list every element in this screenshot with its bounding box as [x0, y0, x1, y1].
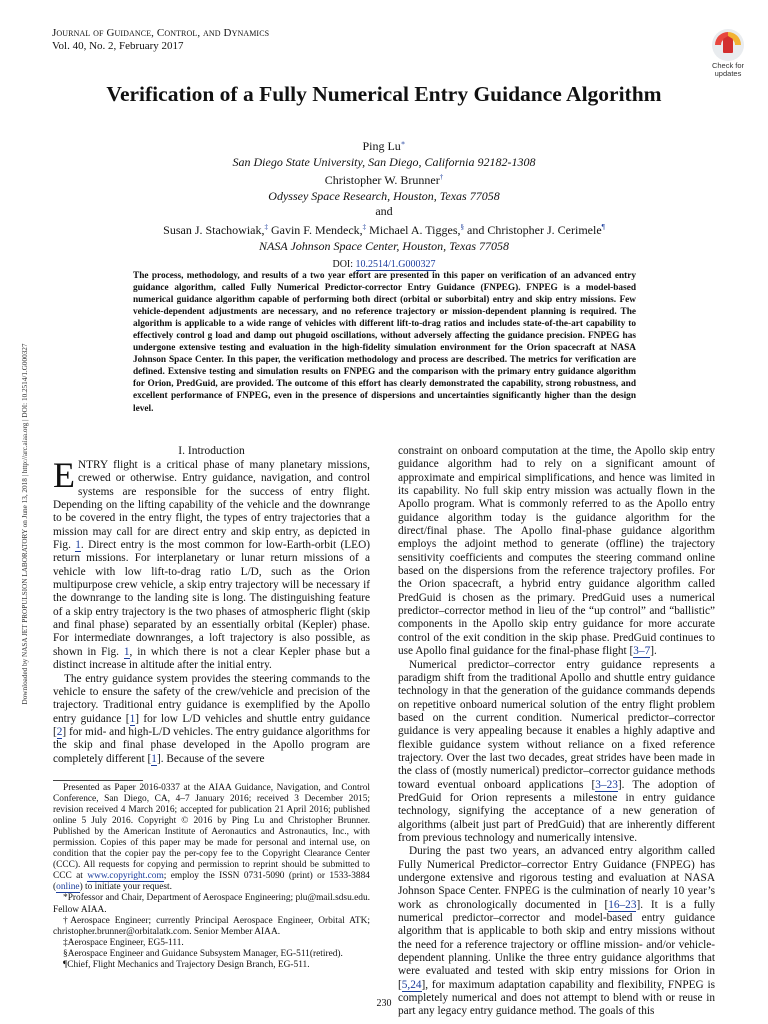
paper-title: Verification of a Fully Numerical Entry Guidance Algorithm: [106, 82, 662, 106]
left-column: [53, 455, 371, 766]
author-name: Gavin F. Mendeck,: [267, 222, 363, 237]
paragraph: Numerical predictor–corrector entry guidance represents a paradigm shift from the traditional Apollo and shuttle entry guidance technology in that the generation of the guidance commands depends on repetitive onboard numerical solution of the entry flight problem based on the current condition. Numerical predictor–corrector guidance is very appealing because it enables a highly adaptive and flexible guidance system without reliance on a fixed reference trajectory. Over the last two decades, great strides have been made in the class of (mostly numerical) predictor–corrector guidance methods toward eventual onboard applications [3–23]. The adoption of PredGuid for Orion represents a milestone in entry guidance technology, signifying the acceptance of a new generation of algorithms (albeit just part of PredGuid) that are inherently different from previous technology and numerically intensive.: [398, 658, 715, 844]
affiliation: San Diego State University, San Diego, California 92182-1308: [232, 154, 536, 169]
author-mark[interactable]: †: [439, 173, 444, 182]
author-mark[interactable]: §: [460, 222, 465, 231]
right-column: [398, 445, 715, 1019]
footnotes: [53, 783, 370, 971]
check-for-updates-badge[interactable]: [702, 28, 754, 84]
footnote: ‡Aerospace Engineer, EG5-111.: [63, 937, 184, 948]
citation-ref[interactable]: 2: [56, 725, 63, 738]
author-name: Ping Lu: [362, 139, 401, 153]
paragraph: The entry guidance system provides the steering commands to the vehicle to ensure the safety of the crew/vehicle and precision of the trajectory. Traditional entry guidance is exemplified by the Apollo entry guidance [1] for low L/D vehicles and shuttle entry guidance [2] for mid- and high-L/D vehicles. The entry guidance algorithms for the skip and final phase developed in the Apollo program are completely different [1]. Because of the severe: [53, 672, 370, 765]
paragraph: constraint on onboard computation at the time, the Apollo skip entry guidance algorithm had to rely on a significant amount of approximate and empirical simplifications, and hence was limited in its capability. No full skip entry mission was actually flown in the Apollo program. What is commonly referred to as the Apollo entry guidance algorithm today is the guidance algorithm for the direct/final phase. The Apollo final-phase guidance algorithm employs the adjoint method to generate (offline) the trajectory sensitivity coefficients and computes the steering command online based on the dispersions from the reference trajectory profiles. For the Orion spacecraft, a hybrid entry guidance algorithm called PredGuid is chosen as the primary. PredGuid uses a numerical predictor–corrector method in lieu of the “up control” and “ballistic” components in the Apollo skip entry guidance for more accurate control of the exit condition in the skip phase. PredGuid continues to use Apollo final guidance for the final-phase flight [3–7].: [398, 445, 715, 658]
journal-name: Journal of Guidance, Control, and Dynamics: [52, 27, 270, 39]
doi-link[interactable]: 10.2514/1.G000327: [355, 259, 436, 271]
citation-ref[interactable]: 3–7: [633, 645, 651, 658]
citation-ref[interactable]: 16–23: [608, 898, 637, 911]
affiliation: NASA Johnson Space Center, Houston, Texas 77058: [259, 238, 509, 253]
author-mark[interactable]: ‡: [362, 222, 367, 231]
paragraph: During the past two years, an advanced entry algorithm called Fully Numerical Predictor–corrector Entry Guidance (FNPEG) has undergone extensive and rigorous testing and evaluation at NASA Johnson Space Center. FNPEG is the culmination of nearly 10 year’s work as chronologically documented in [16–23]. It is a fully numerical predictor–corrector and model-based entry guidance algorithm that is applicable to both skip and entry missions without the need for a reference trajectory or offline mission- and/or vehicle-dependent planning. Unlike the three entry guidance algorithms that were evaluated and tested with skip entry missions for Orion in [5,24], for maximum adaptation capability and flexibility, FNPEG is completely numerical and does not attempt to blend with or reuse in part any legacy entry guidance method. The goals of this: [398, 845, 716, 1018]
author-block: [0, 136, 768, 273]
author-mark[interactable]: ∗: [400, 139, 406, 147]
paragraph: ENTRY flight is a critical phase of many planetary missions, crewed or otherwise. Entry guidance, navigation, and control systems are responsible for the success of entry flight. Depending on the lifting capability of the vehicle and the downrange to be covered in the entry flight, the types of entry trajectories that a mission may call for are direct entry and skip entry, as depicted in Fig. 1. Direct entry is the most common for low-Earth-orbit (LEO) return missions. For interplanetary or lunar return missions of a vehicle with low lift-to-drag ratio L/D, such as the Orion multipurpose crew vehicle, a skip entry trajectory will be necessary if the downrange to the landing site is long. The distinguishing feature of a skip entry trajectory is the two phases of atmospheric flight (skip and final phase) separated by an essentially orbital (Kepler) phase. For intermediate downranges, a loft trajectory is also possible, as shown in Fig. 1, in which there is not a clear Kepler phase but a distinct increase in altitude after the initial entry.: [53, 455, 371, 672]
download-notice: Downloaded by NASA JET PROPULSION LABORATORY on June 13, 2018 | http://arc.aiaa.org | DOI: 10.2514/1.G000327: [21, 343, 29, 705]
affiliation: Odyssey Space Research, Houston, Texas 77058: [268, 188, 500, 203]
online-link[interactable]: online: [56, 882, 80, 893]
page-number: 230: [376, 998, 392, 1009]
citation-ref[interactable]: 5,24: [401, 978, 422, 991]
badge-line-1: Check for: [711, 61, 745, 70]
citation-ref[interactable]: 3–23: [595, 778, 618, 791]
copyright-link[interactable]: www.copyright.com: [87, 871, 164, 882]
doi-prefix: DOI:: [332, 259, 356, 271]
author-mark[interactable]: ¶: [601, 222, 605, 231]
author-name: Michael A. Tigges,: [366, 222, 461, 237]
figure-ref[interactable]: 1: [123, 645, 130, 658]
footnote: †Aerospace Engineer; currently Principal Aerospace Engineer, Orbital ATK; christopher.brunner@orbitalatk.com. Senior Member AIAA.: [53, 915, 370, 937]
author-name: and Christopher J. Cerimele: [464, 222, 602, 237]
author-name: Susan J. Stachowiak,: [163, 222, 265, 237]
and-separator: and: [375, 204, 393, 219]
footnote-rule: [53, 780, 143, 781]
citation-ref[interactable]: 1: [129, 712, 136, 725]
abstract: The process, methodology, and results of a two year effort are presented in this paper on verification of an advanced entry guidance algorithm, called Fully Numerical Predictor-corrector Entry Guidance (FNPEG). FNPEG is a model-based numerical guidance algorithm capable of performing both direct (orbital or suborbital) entry and skip entry missions. Few vehicle-dependent adjustments are necessary, and no reference trajectory or mission-dependent planning is required. The algorithm is applicable to a wide range of vehicles with different lift-to-drag ratios and includes state-of-the-art capability to effectively control g load and damp out phugoid oscillations, without adversely affecting the guidance precision. FNPEG has undergone extensive testing and evaluation in the high-fidelity simulation environment for the Orion spacecraft at NASA Johnson Space Center. In this paper, the verification methodology and process are described. The metrics for verification are defined. Extensive testing and simulation results on FNPEG and the comparison with the primary entry guidance algorithm for Orion, PredGuid, are provided. The outcome of this effort has clearly demonstrated the capability, strong robustness, and excellent performance of FNPEG, even in the presence of dispersions and uncertainties significantly higher than the design level.: [133, 271, 636, 414]
journal-issue: Vol. 40, No. 2, February 2017: [52, 40, 184, 52]
author-name: Christopher W. Brunner: [324, 173, 440, 188]
figure-ref[interactable]: 1: [75, 539, 81, 552]
badge-line-2: updates: [714, 69, 742, 78]
footnote: Presented as Paper 2016-0337 at the AIAA Guidance, Navigation, and Control Conference, San Diego, CA, 4–7 January 2016; received 3 December 2015; revision received 4 March 2016; accepted for publication 21 April 2016; published online 5 July 2016. Copyright © 2016 by Ping Lu and Christopher Brunner. Published by the American Institute of Aeronautics and Astronautics, Inc., with permission. Copies of this paper may be made for personal and internal use, on condition that the copier pay the per-copy fee to the Copyright Clearance Center (CCC). All requests for copying and permission to reprint should be submitted to CCC at www.copyright.com; employ the ISSN 0731-5090 (print) or 1533-3884 (online) to initiate your request.: [53, 783, 370, 893]
footnote: §Aerospace Engineer and Guidance Subsystem Manager, EG-511(retired).: [63, 948, 343, 959]
check-for-updates-icon: [711, 28, 745, 62]
citation-ref[interactable]: 1: [151, 752, 157, 765]
drop-cap: E: [53, 455, 75, 495]
author-mark[interactable]: ‡: [264, 222, 268, 231]
journal-header: [52, 27, 269, 53]
footnote: *Professor and Chair, Department of Aerospace Engineering; plu@mail.sdsu.edu. Fellow AIAA.: [53, 893, 370, 915]
footnote: ¶Chief, Flight Mechanics and Trajectory Design Branch, EG-511.: [63, 959, 310, 970]
section-heading: I. Introduction: [178, 445, 245, 457]
